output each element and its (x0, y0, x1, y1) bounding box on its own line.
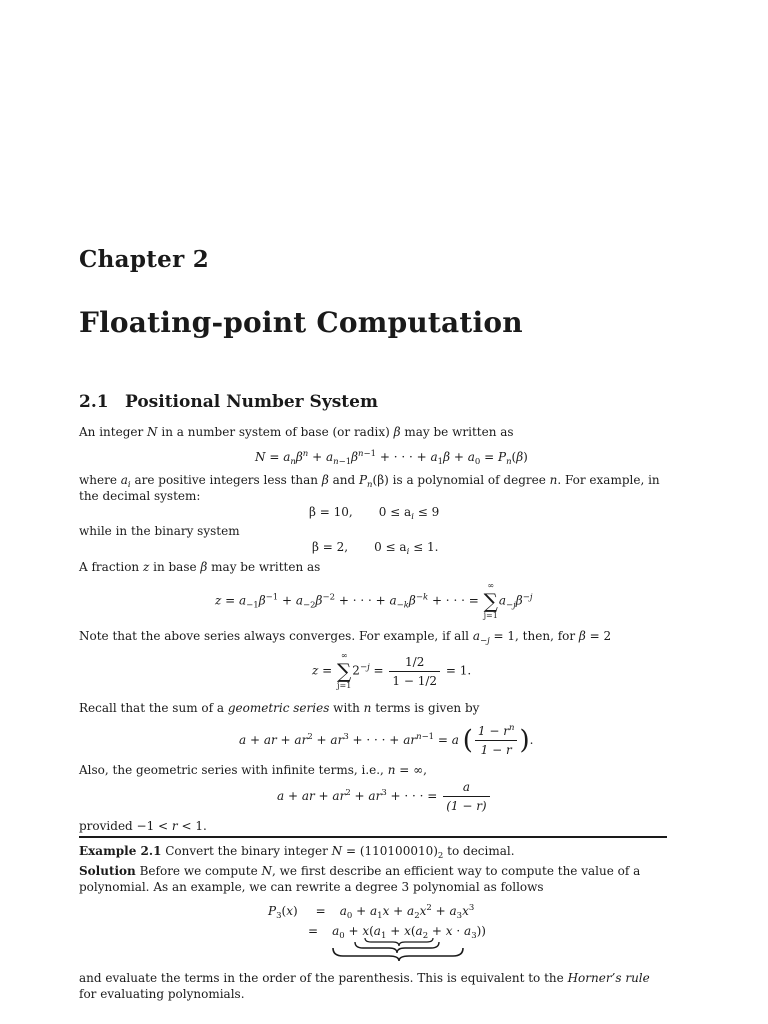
paragraph-also: Also, the geometric series with infinite terms, i.e., n = ∞, (79, 763, 427, 777)
example-label: Example 2.1 (79, 844, 162, 858)
paragraph-where: where $a_i$ are positive integers less than β and $P_n(\beta)$ is a polynomial of degree n. For example, in the decimal system: (79, 473, 660, 503)
equation-geometric-infinite: a + ar + $ar^2 + ar^3$ + · · · = $\frac{a}{(1 - r)}$ (277, 780, 492, 813)
equation-horner-line2: = $a_0 + x(a_1 + x(a_2 + x \cdot a_3))$ (308, 924, 486, 941)
inner-underbrace (365, 938, 433, 946)
section-heading (79, 392, 378, 412)
equation-geometric-finite: a + ar + $ar^2 + ar^3$ + · · · + $ar^{n-1} = a$ ( $\frac{1 - r^n}{1 - r}$ ). (239, 723, 534, 757)
solution-paragraph: Solution Before we compute N, we first describe an efficient way to compute the value of a polynomial. As an example, we can rewrite a degree 3 polynomial as follows (79, 864, 641, 894)
equation-decimal: β = 10, $0 \le a_i \le 9$ (309, 505, 440, 522)
equation-fraction-series: $z = a_{-1}\beta^{-1} + a_{-2}\beta^{-2}$ + · · · + $a_{-k}\beta^{-k}$ + · · · = ∞ ∑ j=1 $a_{-j}\beta^{-j}$ (215, 581, 533, 620)
equation-binary-series: z = ∞ ∑ j=1 $2^{-j}$ = $\frac{1/2}{1 - 1/2}$ = 1. (312, 651, 472, 690)
underbrace-group (329, 936, 479, 966)
middle-underbrace (355, 942, 439, 953)
section-number: 2.1 (79, 392, 109, 412)
paragraph-intro: An integer N in a number system of base (or radix) β may be written as (79, 425, 514, 439)
equation-polynomial: $N = a_n\beta^n + a_{n-1}\beta^{n-1}$ + · · · + $a_1\beta + a_0 = P_n(\beta)$ (255, 449, 528, 467)
section-title: Positional Number System (125, 392, 378, 412)
example-divider (79, 836, 667, 838)
fraction: $\frac{a}{(1 - r)}$ (443, 780, 489, 813)
equation-binary: β = 2, $0 \le a_i \le 1$. (312, 540, 439, 557)
summation-symbol: ∞ ∑ j=1 (337, 651, 352, 690)
example-statement: Example 2.1 Convert the binary integer $N = (110100010)_2$ to decimal. (79, 844, 515, 861)
fraction: $\frac{1/2}{1 - 1/2}$ (389, 655, 440, 688)
paragraph-fraction: A fraction z in base β may be written as (79, 560, 321, 574)
chapter-label: Chapter 2 (79, 246, 210, 273)
paragraph-binary: while in the binary system (79, 524, 240, 538)
fraction: $\frac{1 - r^n}{1 - r}$ (475, 724, 518, 757)
equation-horner-line1: $P_3(x) = a_0 + a_1x + a_2x^2 + a_3x^3$ (268, 903, 475, 921)
chapter-title: Floating-point Computation (79, 306, 523, 339)
solution-label: Solution (79, 864, 136, 878)
summation-symbol: ∞ ∑ j=1 (483, 581, 498, 620)
paragraph-horner: and evaluate the terms in the order of the parenthesis. This is equivalent to the Horner’s rule for evaluating polynomials. (79, 971, 650, 1001)
paragraph-converges: Note that the above series always converges. For example, if all $a_{-j} = 1$, then, for β = 2 (79, 629, 612, 646)
paragraph-provided: provided −1 < r < 1. (79, 819, 207, 833)
paragraph-recall: Recall that the sum of a geometric series with n terms is given by (79, 701, 480, 715)
